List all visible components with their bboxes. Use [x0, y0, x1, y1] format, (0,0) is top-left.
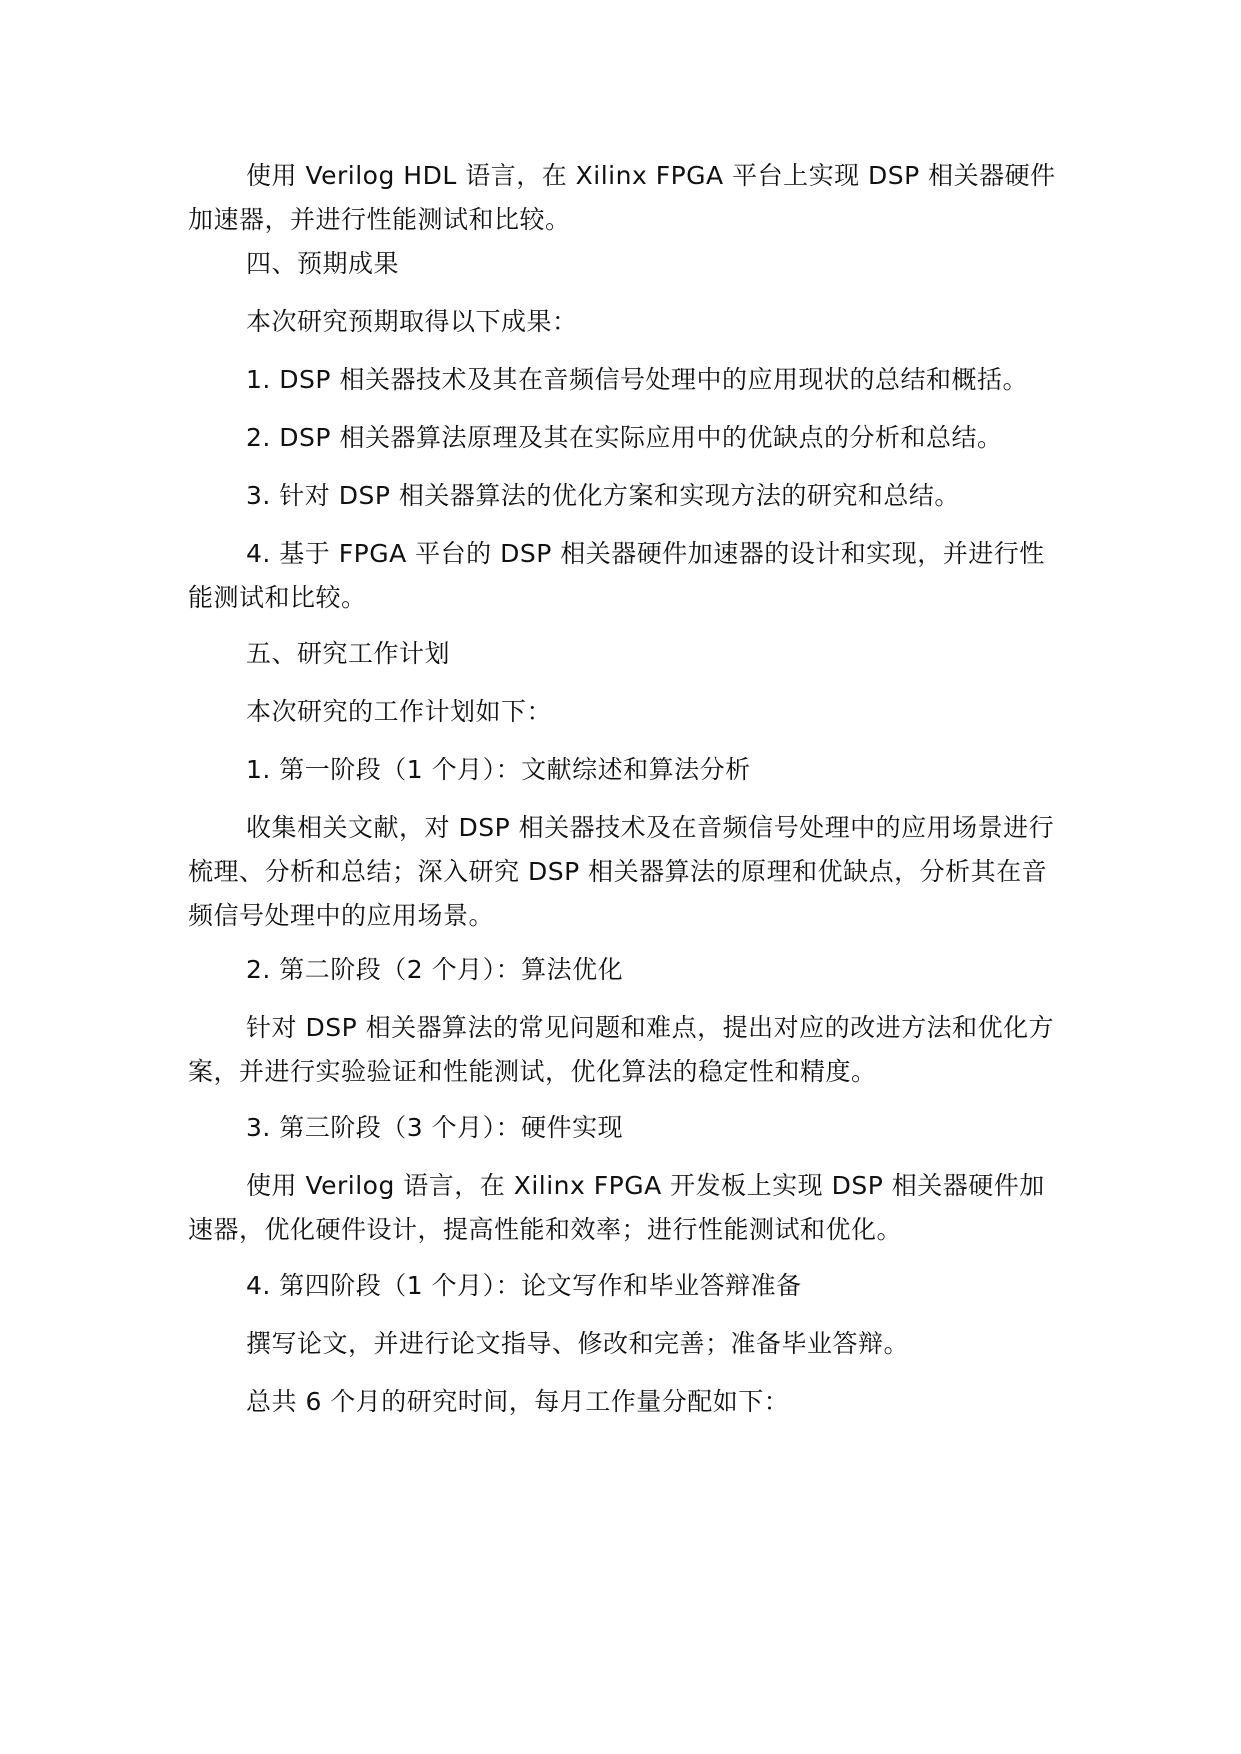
paragraph-work-plan-intro: 本次研究的工作计划如下：: [246, 697, 553, 726]
plan-stage-3-heading: 3. 第三阶段（3 个月）：硬件实现: [246, 1113, 624, 1142]
paragraph-monthly-allocation-intro: 总共 6 个月的研究时间，每月工作量分配如下：: [246, 1387, 790, 1416]
plan-stage-2-heading: 2. 第二阶段（2 个月）：算法优化: [246, 955, 624, 984]
list-item-result-2: 2. DSP 相关器算法原理及其在实际应用中的优缺点的分析和总结。: [246, 423, 1003, 452]
plan-stage-1-heading: 1. 第一阶段（1 个月）：文献综述和算法分析: [246, 755, 751, 784]
paragraph-hardware-implementation-intro: 使用 Verilog HDL 语言，在 Xilinx FPGA 平台上实现 DSP 相关器硬件加速器，并进行性能测试和比较。: [188, 161, 1056, 234]
plan-stage-3-description: 使用 Verilog 语言，在 Xilinx FPGA 开发板上实现 DSP 相关器硬件加速器，优化硬件设计，提高性能和效率；进行性能测试和优化。: [188, 1171, 1045, 1244]
list-item-result-4: 4. 基于 FPGA 平台的 DSP 相关器硬件加速器的设计和实现，并进行性能测试和比较。: [188, 539, 1045, 612]
plan-stage-1-description: 收集相关文献，对 DSP 相关器技术及在音频信号处理中的应用场景进行梳理、分析和总结；深入研究 DSP 相关器算法的原理和优缺点，分析其在音频信号处理中的应用场景。: [188, 813, 1055, 930]
list-item-result-1: 1. DSP 相关器技术及其在音频信号处理中的应用现状的总结和概括。: [246, 365, 1028, 394]
section-heading-work-plan: 五、研究工作计划: [246, 639, 451, 668]
list-item-result-3: 3. 针对 DSP 相关器算法的优化方案和实现方法的研究和总结。: [246, 481, 960, 510]
plan-stage-4-heading: 4. 第四阶段（1 个月）：论文写作和毕业答辩准备: [246, 1271, 802, 1300]
section-heading-expected-results: 四、预期成果: [246, 249, 400, 278]
plan-stage-2-description: 针对 DSP 相关器算法的常见问题和难点，提出对应的改进方法和优化方案，并进行实验验证和性能测试，优化算法的稳定性和精度。: [188, 1013, 1055, 1086]
paragraph-expected-results-intro: 本次研究预期取得以下成果：: [246, 307, 578, 336]
plan-stage-4-description: 撰写论文，并进行论文指导、修改和完善；准备毕业答辩。: [246, 1329, 910, 1358]
